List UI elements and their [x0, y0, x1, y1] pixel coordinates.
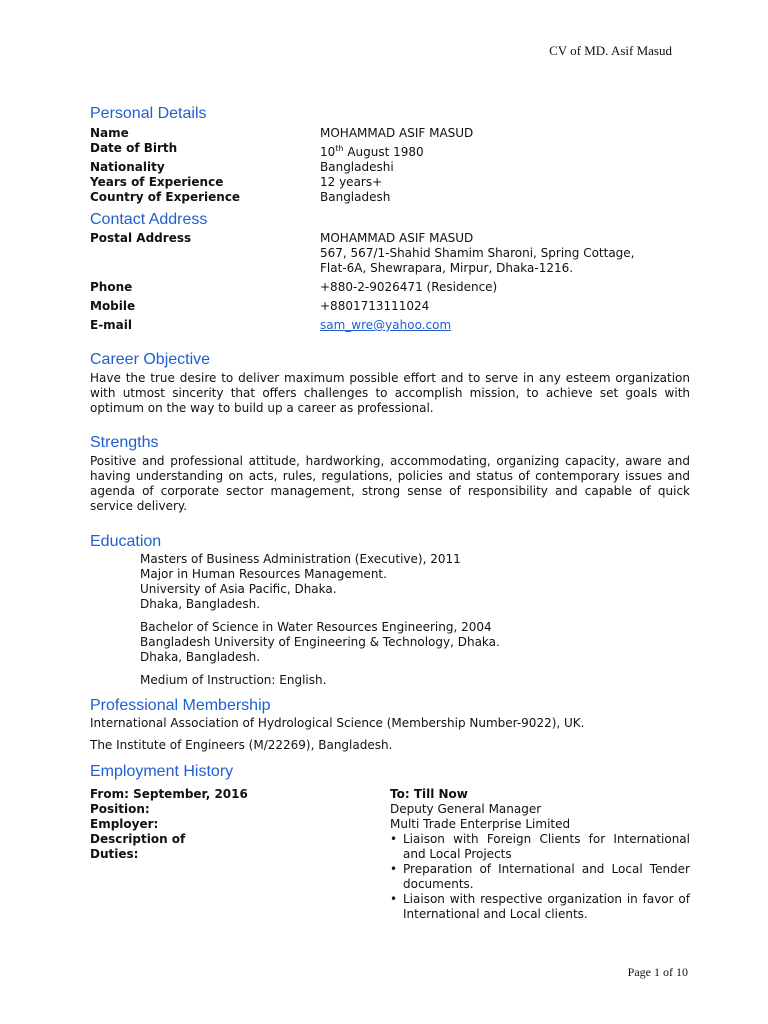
education-block-mba: [90, 552, 690, 612]
employment-employer-row: [90, 817, 690, 832]
country-value: Bangladesh: [320, 190, 391, 204]
row-email: [90, 318, 690, 333]
dob-value: [320, 141, 690, 160]
nationality-label: Nationality: [90, 160, 165, 174]
strengths-text: Positive and professional attitude, hardworking, accommodating, organizing capacity, aware and having understanding on acts, rules, regulations, policies and status of contemporary issues and agenda of corporate sector management, strong sense of responsibility and capable of quick service delivery.: [90, 454, 690, 513]
mobile-label: Mobile: [90, 299, 136, 313]
experience-label: Years of Experience: [90, 175, 224, 189]
education-line: Major in Human Resources Management.: [140, 567, 387, 581]
employment-position-row: [90, 802, 690, 817]
employment-period: [90, 787, 690, 802]
experience-value: 12 years+: [320, 175, 383, 189]
email-label: E-mail: [90, 318, 133, 332]
header-title: CV of MD. Asif Masud: [549, 43, 672, 58]
education-line: Dhaka, Bangladesh.: [140, 650, 261, 664]
dob-day: 10: [320, 145, 336, 159]
education-heading: Education: [90, 533, 162, 550]
membership-heading: Professional Membership: [90, 697, 271, 714]
education-line: Bangladesh University of Engineering & Technology, Dhaka.: [140, 635, 500, 649]
page-number: Page 1 of 10: [627, 965, 688, 979]
dob-label: Date of Birth: [90, 141, 178, 155]
row-country: [90, 190, 690, 205]
duty-item: • Liaison with respective organization in favor of International and Local clients.: [390, 892, 690, 922]
name-label: Name: [90, 126, 129, 140]
personal-details-heading: Personal Details: [90, 105, 207, 122]
nationality-value: Bangladeshi: [320, 160, 394, 174]
row-postal: [90, 231, 690, 276]
duty-item: • Preparation of International and Local Tender documents.: [390, 862, 690, 892]
country-label: Country of Experience: [90, 190, 241, 204]
row-name: [90, 126, 690, 141]
postal-line: 567, 567/1-Shahid Shamim Sharoni, Spring Cottage,: [320, 246, 635, 260]
employment-to: To: Till Now: [390, 787, 468, 801]
row-phone: [90, 280, 690, 295]
postal-value: [320, 231, 690, 276]
contact-address-heading: Contact Address: [90, 211, 208, 228]
education-line: University of Asia Pacific, Dhaka.: [140, 582, 337, 596]
email-value: [320, 318, 690, 333]
employment-heading: Employment History: [90, 763, 234, 780]
personal-details: [90, 126, 690, 205]
row-nationality: [90, 160, 690, 175]
postal-line: MOHAMMAD ASIF MASUD: [320, 231, 474, 245]
employer-label: Employer:: [90, 817, 159, 831]
employment-entry: [90, 787, 690, 922]
cv-content: [90, 104, 690, 922]
membership-item: The Institute of Engineers (M/22269), Bangladesh.: [90, 738, 393, 752]
career-objective-heading: Career Objective: [90, 351, 211, 368]
career-objective-text: Have the true desire to deliver maximum possible effort and to serve in any esteem organization with utmost sincerity that offers challenges to accomplish mission, to achieve set goals with optimum on the way to build up a career as professional.: [90, 371, 690, 415]
duties-label: [90, 832, 390, 922]
education-block-bsc: [90, 620, 690, 665]
employer-value: Multi Trade Enterprise Limited: [390, 817, 571, 831]
phone-label: Phone: [90, 280, 133, 294]
position-label: Position:: [90, 802, 150, 816]
email-link[interactable]: sam_wre@yahoo.com: [320, 318, 452, 332]
education-line: Bachelor of Science in Water Resources Engineering, 2004: [140, 620, 492, 634]
education-line: Masters of Business Administration (Executive), 2011: [140, 552, 461, 566]
position-value: Deputy General Manager: [390, 802, 542, 816]
strengths-heading: Strengths: [90, 434, 159, 451]
employment-duties-row: [90, 832, 690, 922]
duties-label-line: Duties:: [90, 847, 139, 861]
postal-label: Postal Address: [90, 231, 192, 245]
contact-address: [90, 231, 690, 333]
row-experience: [90, 175, 690, 190]
employment-from: From: September, 2016: [90, 787, 248, 801]
duties-list-wrap: [390, 832, 690, 922]
membership-item: International Association of Hydrological Science (Membership Number-9022), UK.: [90, 716, 585, 730]
phone-value: +880-2-9026471 (Residence): [320, 280, 498, 294]
mobile-value: +8801713111024: [320, 299, 430, 313]
postal-line: Flat-6A, Shewrapara, Mirpur, Dhaka-1216.: [320, 261, 574, 275]
dob-suffix: th: [335, 144, 344, 153]
duties-list: [390, 832, 690, 922]
education-medium: Medium of Instruction: English.: [140, 673, 327, 687]
duty-item: • Liaison with Foreign Clients for International and Local Projects: [390, 832, 690, 862]
education-line: Dhaka, Bangladesh.: [140, 597, 261, 611]
row-dob: [90, 141, 690, 160]
dob-rest: August 1980: [343, 145, 424, 159]
name-value: MOHAMMAD ASIF MASUD: [320, 126, 474, 140]
duties-label-line: Description of: [90, 832, 186, 846]
row-mobile: [90, 299, 690, 314]
